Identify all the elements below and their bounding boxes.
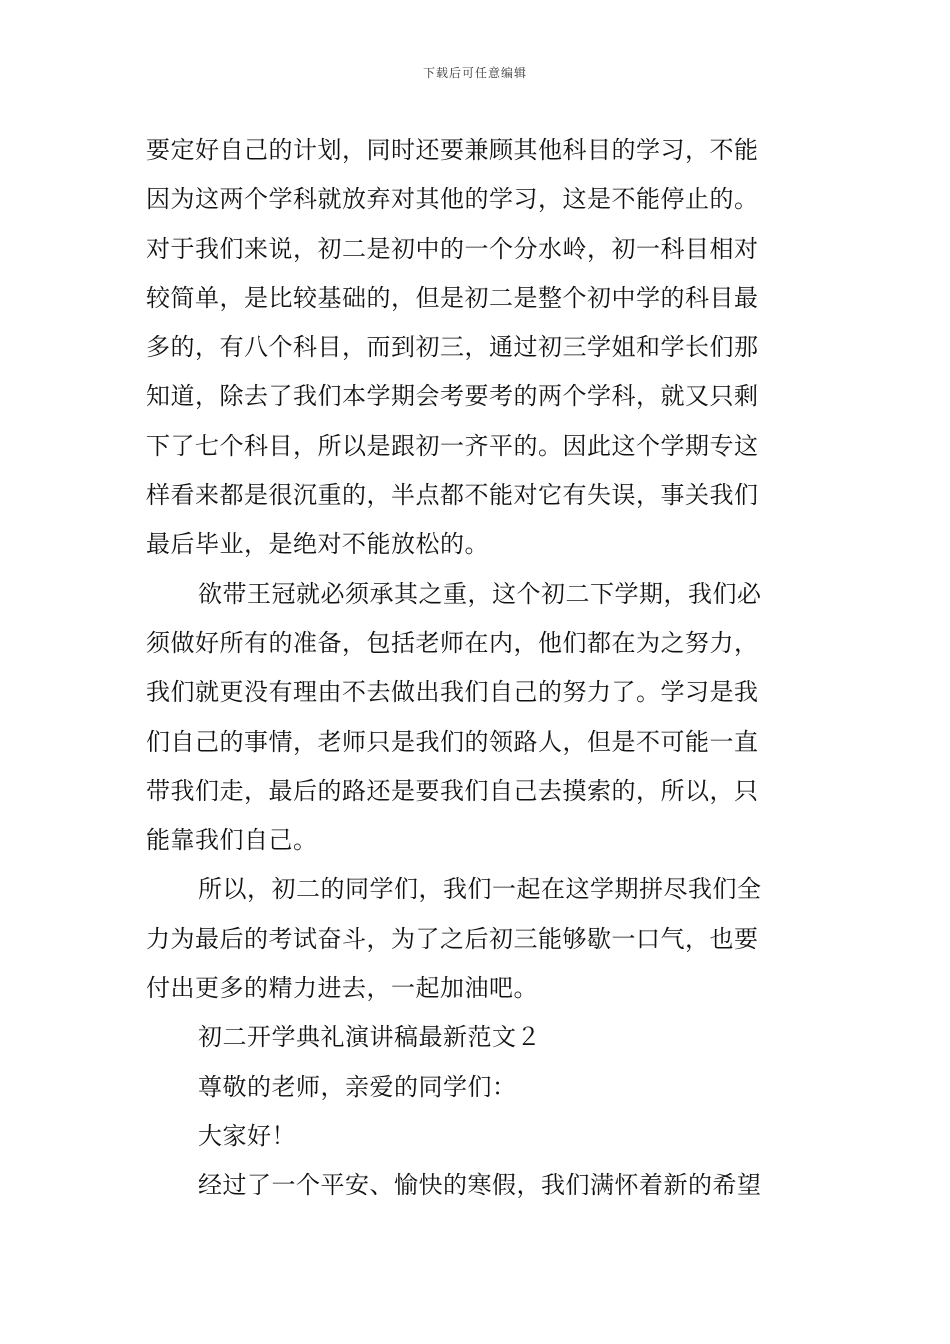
text-line: 能靠我们自己。 (146, 826, 318, 855)
salutation-line: 尊敬的老师，亲爱的同学们： (198, 1072, 517, 1101)
paragraph-start-line: 所以，初二的同学们，我们一起在这学期拼尽我们全 (198, 875, 762, 904)
section-title: 初二开学典礼演讲稿最新范文２ (198, 1023, 541, 1052)
text-line: 带我们走，最后的路还是要我们自己去摸索的，所以，只 (146, 776, 759, 805)
text-line: 最后毕业，是绝对不能放松的。 (146, 530, 489, 559)
text-line: 对于我们来说，初二是初中的一个分水岭，初一科目相对 (146, 234, 759, 263)
paragraph-start-line: 经过了一个平安、愉快的寒假，我们满怀着新的希望 (198, 1171, 762, 1200)
text-line: 下了七个科目，所以是跟初一齐平的。因此这个学期专这 (146, 431, 759, 460)
text-line: 多的，有八个科目，而到初三，通过初三学姐和学长们那 (146, 333, 759, 362)
text-line: 要定好自己的计划，同时还要兼顾其他科目的学习，不能 (146, 136, 759, 164)
text-line: 样看来都是很沉重的，半点都不能对它有失误，事关我们 (146, 481, 759, 510)
text-line: 付出更多的精力进去，一起加油吧。 (146, 974, 538, 1003)
text-line: 们自己的事情，老师只是我们的领路人，但是不可能一直 (146, 727, 759, 756)
text-line: 因为这两个学科就放弃对其他的学习，这是不能停止的。 (146, 185, 759, 214)
document-body (146, 126, 810, 1211)
text-line: 我们就更没有理由不去做出我们自己的努力了。学习是我 (146, 678, 759, 707)
text-line: 须做好所有的准备，包括老师在内，他们都在为之努力， (146, 628, 759, 657)
text-line: 较简单，是比较基础的，但是初二是整个初中学的科目最 (146, 283, 759, 312)
greeting-line: 大家好！ (198, 1121, 296, 1150)
paragraph-start-line: 欲带王冠就必须承其之重，这个初二下学期，我们必 (198, 579, 762, 608)
text-line: 力为最后的考试奋斗，为了之后初三能够歇一口气，也要 (146, 924, 759, 953)
text-line: 知道，除去了我们本学期会考要考的两个学科，就又只剩 (146, 382, 759, 411)
page-header: 下载后可任意编辑 (422, 66, 527, 80)
